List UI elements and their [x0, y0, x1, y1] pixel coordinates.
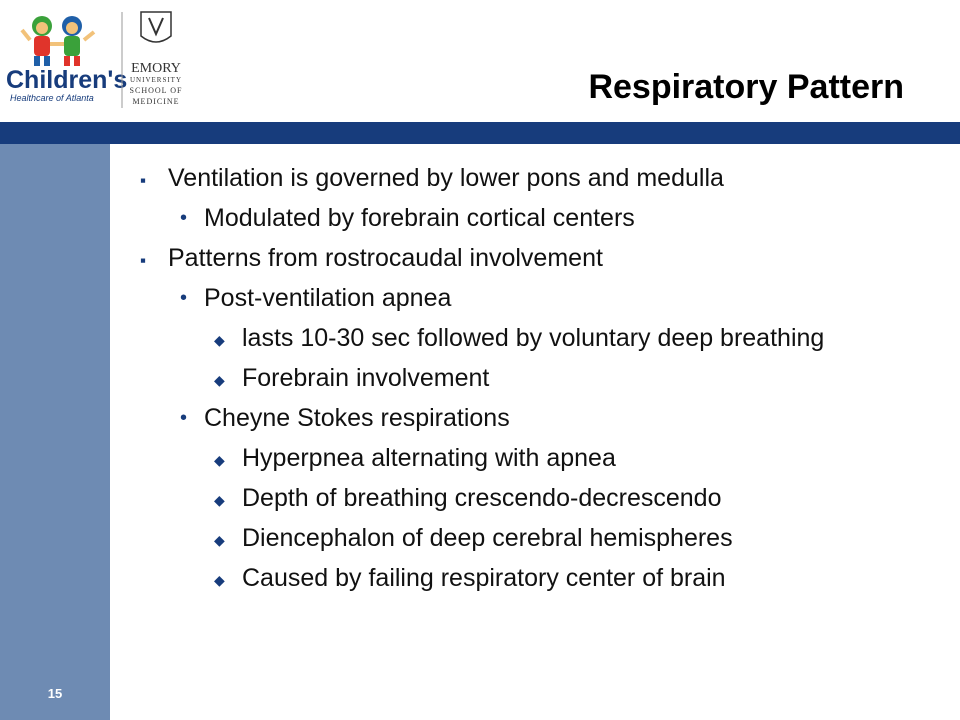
shield-icon	[141, 12, 171, 42]
bullet-list	[110, 164, 930, 604]
bullet-level-3	[214, 364, 930, 393]
bullet-level-3	[214, 564, 930, 593]
bullet-level-3	[214, 444, 930, 473]
bullet-level-3	[214, 524, 930, 553]
left-sidebar	[0, 144, 110, 720]
bullet-level-3	[214, 484, 930, 513]
bullet-text: Diencephalon of deep cerebral hemispheres	[242, 524, 733, 552]
bullet-text: Cheyne Stokes respirations	[204, 404, 510, 432]
bullet-marker-icon: ▪	[140, 251, 147, 270]
bullet-text: Modulated by forebrain cortical centers	[204, 204, 635, 232]
slide-title: Respiratory Pattern	[588, 68, 904, 106]
bullet-text: Hyperpnea alternating with apnea	[242, 444, 616, 472]
bullet-marker-icon: ◆	[214, 532, 225, 548]
bullet-marker-icon: ◆	[214, 332, 225, 348]
bullet-marker-icon: •	[180, 207, 188, 229]
bullet-marker-icon: •	[180, 287, 188, 309]
bullet-text: Patterns from rostrocaudal involvement	[168, 244, 603, 272]
logos	[0, 0, 200, 122]
bullet-level-1	[140, 164, 930, 193]
bullet-text: lasts 10-30 sec followed by voluntary deep breathing	[242, 324, 825, 352]
bullet-level-2	[180, 284, 930, 313]
bullet-level-3	[214, 324, 930, 353]
emory-line1: EMORY	[131, 61, 181, 76]
emory-line4: MEDICINE	[132, 97, 180, 106]
bullet-text: Forebrain involvement	[242, 364, 490, 392]
slide-number: 15	[47, 686, 63, 701]
bullet-marker-icon: •	[180, 407, 188, 429]
bullet-marker-icon: ◆	[214, 372, 225, 388]
bullet-text: Ventilation is governed by lower pons and medulla	[168, 164, 724, 192]
header-band	[0, 122, 960, 144]
bullet-level-1	[140, 244, 930, 273]
emory-line2: UNIVERSITY	[130, 76, 182, 84]
bullet-marker-icon: ◆	[214, 572, 225, 588]
slide-header	[0, 0, 960, 122]
emory-logo	[130, 12, 183, 106]
childrens-name: Children's	[6, 66, 128, 94]
bullet-marker-icon: ◆	[214, 452, 225, 468]
bullet-marker-icon: ◆	[214, 492, 225, 508]
childrens-logo	[6, 16, 127, 103]
bullet-level-2	[180, 204, 930, 233]
bullet-text: Depth of breathing crescendo-decrescendo	[242, 484, 722, 512]
childrens-subtitle: Healthcare of Atlanta	[10, 93, 94, 103]
emory-line3: SCHOOL OF	[129, 86, 183, 95]
bullet-text: Caused by failing respiratory center of brain	[242, 564, 726, 592]
bullet-marker-icon: ▪	[140, 171, 147, 190]
bullet-level-2	[180, 404, 930, 433]
bullet-text: Post-ventilation apnea	[204, 284, 452, 312]
